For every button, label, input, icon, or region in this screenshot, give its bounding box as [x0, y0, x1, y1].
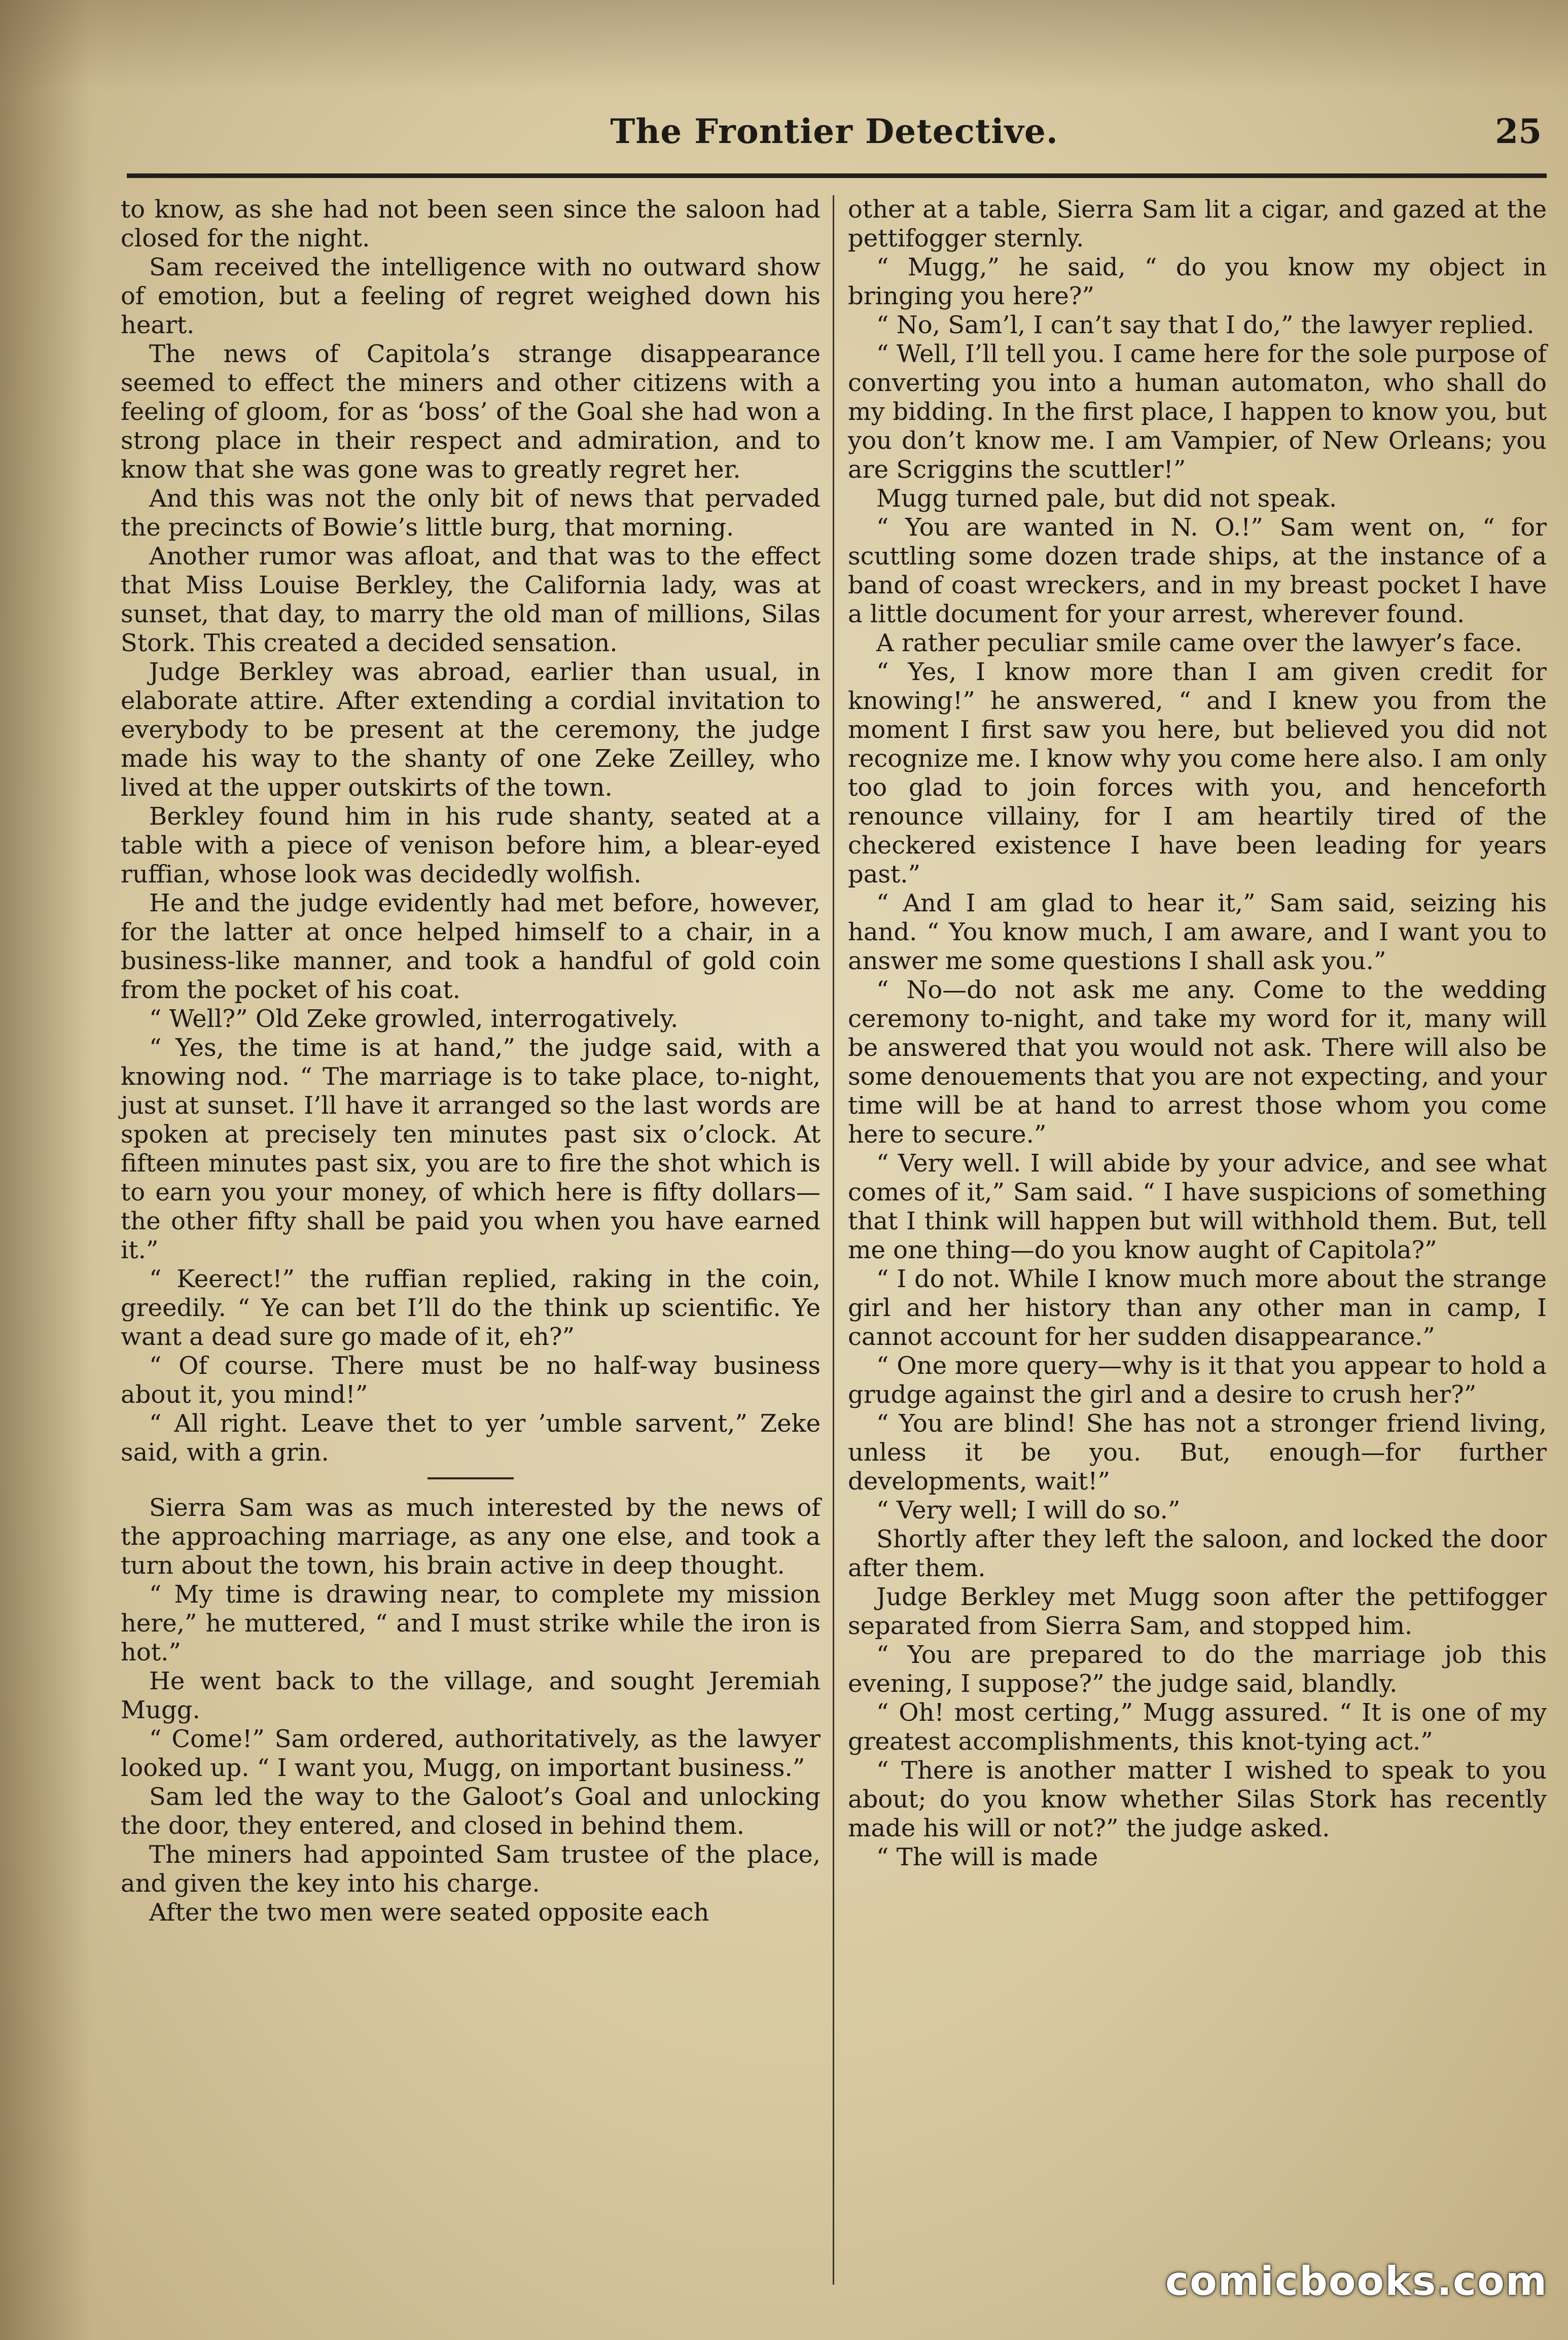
- paragraph: “ Yes, the time is at hand,” the judge said, with a knowing nod. “ The marriage is to take place, to-night, just at sunset. I’ll have it arranged so the last words are spoken at precisely ten minutes past six o’clock. At fifteen minutes past six, you are to fire the shot which is to earn you your money, of which here is fifty dollars—the other fifty shall be paid you when you have earned it.”: [121, 1034, 821, 1264]
- paragraph: And this was not the only bit of news that pervaded the precincts of Bowie’s little burg, that morning.: [121, 484, 821, 542]
- paragraph: “ Of course. There must be no half-way business about it, you mind!”: [121, 1352, 821, 1409]
- paragraph: “ Very well. I will abide by your advice, and see what comes of it,” Sam said. “ I have suspicions of something that I think will happen but will withhold them. But, tell me one thing—do you know aught of Capitola?”: [848, 1149, 1547, 1264]
- paragraph: “ Mugg,” he said, “ do you know my object in bringing you here?”: [848, 253, 1547, 310]
- section-divider: [427, 1477, 514, 1479]
- paragraph: “ Yes, I know more than I am given credit for knowing!” he answered, “ and I knew you from the moment I first saw you here, but believed you did not recognize me. I know why you come here also. I am only too glad to join forces with you, and henceforth renounce villainy, for I am heartily tired of the checkered existence I have been leading for years past.”: [848, 658, 1547, 889]
- paragraph: “ I do not. While I know much more about the strange girl and her history than any other man in camp, I cannot account for her sudden disappearance.”: [848, 1265, 1547, 1351]
- paragraph: Sam led the way to the Galoot’s Goal and unlocking the door, they entered, and closed in behind them.: [121, 1783, 821, 1840]
- paragraph: After the two men were seated opposite each: [149, 1898, 709, 1927]
- paragraph: The news of Capitola’s strange disappearance seemed to effect the miners and other citizens with a feeling of gloom, for as ‘boss’ of the Goal she had won a strong place in their respect and admiration, and to know that she was gone was to greatly regret her.: [121, 340, 821, 484]
- paragraph: Sierra Sam was as much interested by the news of the approaching marriage, as any one else, and took a turn about the town, his brain active in deep thought.: [121, 1494, 821, 1580]
- paragraph: “ Oh! most certing,” Mugg assured. “ It is one of my greatest accomplishments, this knot-tying act.”: [848, 1698, 1547, 1756]
- paragraph: Sam received the intelligence with no outward show of emotion, but a feeling of regret weighed down his heart.: [121, 253, 821, 339]
- paragraph: Judge Berkley was abroad, earlier than usual, in elaborate attire. After extending a cordial invitation to everybody to be present at the ceremony, the judge made his way to the shanty of one Zeke Zeilley, who lived at the upper outskirts of the town.: [121, 658, 821, 802]
- page-header: [117, 107, 1552, 162]
- paragraph: “ Well, I’ll tell you. I came here for the sole purpose of converting you into a human automaton, who shall do my bidding. In the first place, I happen to know you, but you don’t know me. I am Vampier, of New Orleans; you are Scriggins the scuttler!”: [848, 340, 1547, 484]
- site-watermark: comicbooks.com: [1165, 2259, 1548, 2304]
- paragraph: “ Come!” Sam ordered, authoritatively, as the lawyer looked up. “ I want you, Mugg, on important business.”: [121, 1725, 821, 1782]
- right-column: [848, 195, 1547, 1872]
- paragraph: “ You are blind! She has not a stronger friend living, unless it be you. But, enough—for further developments, wait!”: [848, 1409, 1547, 1496]
- paragraph: Another rumor was afloat, and that was to the effect that Miss Louise Berkley, the California lady, was at sunset, that day, to marry the old man of millions, Silas Stork. This created a decided sensation.: [121, 542, 821, 657]
- column-divider: [833, 195, 834, 2285]
- page-number: 25: [1495, 112, 1542, 151]
- paragraph: “ All right. Leave thet to yer ’umble sarvent,” Zeke said, with a grin.: [121, 1409, 821, 1467]
- paragraph: to know, as she had not been seen since the saloon had closed for the night.: [121, 195, 821, 253]
- paragraph: Judge Berkley met Mugg soon after the pettifogger separated from Sierra Sam, and stopped him.: [848, 1583, 1547, 1640]
- paragraph: “ No—do not ask me any. Come to the wedding ceremony to-night, and take my word for it, many will be answered that you would not ask. There will also be some denouements that you are not expecting, and your time will be at hand to arrest those whom you come here to secure.”: [848, 976, 1547, 1149]
- paragraph: “ Keerect!” the ruffian replied, raking in the coin, greedily. “ Ye can bet I’ll do the think up scientific. Ye want a dead sure go made of it, eh?”: [121, 1265, 821, 1351]
- paragraph: “ Very well; I will do so.”: [876, 1496, 1181, 1524]
- left-column: [121, 195, 821, 1927]
- paragraph: “ And I am glad to hear it,” Sam said, seizing his hand. “ You know much, I am aware, and I want you to answer me some questions I shall ask you.”: [848, 889, 1547, 975]
- paragraph: “ One more query—why is it that you appear to hold a grudge against the girl and a desire to crush her?”: [848, 1352, 1547, 1409]
- publication-title: The Frontier Detective.: [610, 112, 1058, 151]
- paragraph: other at a table, Sierra Sam lit a cigar, and gazed at the pettifogger sternly.: [848, 195, 1547, 253]
- paragraph: Berkley found him in his rude shanty, seated at a table with a piece of venison before him, a blear-eyed ruffian, whose look was decidedly wolfish.: [121, 802, 821, 889]
- paragraph: Shortly after they left the saloon, and locked the door after them.: [848, 1525, 1547, 1582]
- paragraph: “ There is another matter I wished to speak to you about; do you know whether Silas Stork has recently made his will or not?” the judge asked.: [848, 1756, 1547, 1842]
- page-top-shadow: [0, 0, 1568, 91]
- paragraph: “ My time is drawing near, to complete my mission here,” he muttered, “ and I must strike while the iron is hot.”: [121, 1580, 821, 1667]
- paragraph: “ No, Sam’l, I can’t say that I do,” the lawyer replied.: [876, 311, 1535, 339]
- paragraph: The miners had appointed Sam trustee of the place, and given the key into his charge.: [121, 1840, 821, 1898]
- paragraph: A rather peculiar smile came over the lawyer’s face.: [876, 629, 1523, 657]
- header-rule: [127, 173, 1547, 178]
- paragraph: “ The will is made: [876, 1843, 1098, 1871]
- page-fold-shadow: [0, 0, 91, 2340]
- paragraph: Mugg turned pale, but did not speak.: [876, 484, 1337, 513]
- paragraph: He went back to the village, and sought Jeremiah Mugg.: [121, 1667, 821, 1724]
- paragraph: “ You are prepared to do the marriage job this evening, I suppose?” the judge said, blandly.: [848, 1641, 1547, 1698]
- paragraph: “ Well?” Old Zeke growled, interrogatively.: [149, 1005, 679, 1033]
- paragraph: He and the judge evidently had met before, however, for the latter at once helped himself to a chair, in a business-like manner, and took a handful of gold coin from the pocket of his coat.: [121, 889, 821, 1004]
- paragraph: “ You are wanted in N. O.!” Sam went on, “ for scuttling some dozen trade ships, at the instance of a band of coast wreckers, and in my breast pocket I have a little document for your arrest, wherever found.: [848, 513, 1547, 628]
